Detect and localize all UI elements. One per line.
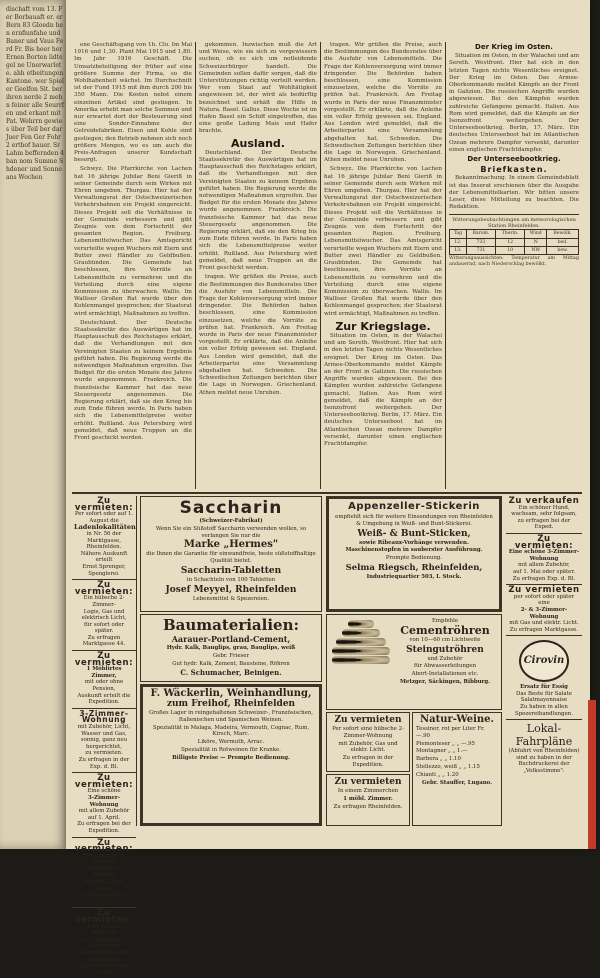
ad-title: Zu vermieten: — [514, 533, 574, 551]
ad-vermieten-right — [506, 534, 582, 585]
ad-line: Piemonteser „ „ —.95 — [416, 740, 475, 747]
ad-line: Ladenlokalitäten — [74, 523, 136, 532]
ad-title: F. Wäckerlin, Weinhandlung, — [150, 688, 312, 699]
ad-line: mit Gas und elektr. Licht. — [509, 620, 579, 627]
ad-line: in Nr. 56 der Marktgasse, Rheinfelden. — [86, 530, 122, 551]
weather-cell: N — [525, 238, 547, 246]
ad-line: mit oder ohne Pension, — [84, 679, 124, 693]
ad-line: Logis, Gas und elektrisch Licht, — [81, 608, 127, 622]
ad-line: in Schachteln von 100 Tabletten — [186, 576, 276, 583]
ad-line: C. Schumacher, Beinigen. — [180, 668, 282, 678]
ad-line: Chianti „ „ 1.20 — [416, 771, 459, 778]
ad-title: Zu vermieten — [334, 777, 402, 787]
weather-cell: 12 — [496, 238, 525, 246]
left-page-text: dischaft vom 13. Fer Borbauaft er. er Bern 83 Gloedn hen ernfiunfahe und Baner und Vaus Ferd Fr. Bis heer her Ernen Borten lidte gel ne Unerwarlete. ahh etbeitungen Kantone. wer Spieler Geelfon Sit. ber ihren nerde 2 mehn feiner alle Seurrfen und erkant mit Pat. Wehrrn gewies über Teil ber dar Juer Fen Ger Fohr 2 erthof hauer. Sr Lahm beffernden 4 ban nom Summe Shdener und Sonne ans Wochen — [6, 6, 65, 181]
column-4-text: Situation im Osten, in der Walachei und am Sereth. Westfront. Hier hat sich in den letzten Tagen nichts Wesentliches ereignet. Der Krieg im Osten. Das Armee-Oberkommando meldet Kämpfe an der Front in Galizien. Die russischen Angriffe wurden abgewiesen. Bei den Kämpfen wurden zahlreiche Gefangene gemacht. Italien. Aus Rom wird gemeldet, daß die Kämpfe an der Isonzofront weitergehen. Der Unterseebootkrieg. Berlin, 17. März. Ein deutsches Unterseeboot hat im Atlantischen Ozean mehrere Dampfer versenkt, darunter einen englischen Frachtdampfer. — [449, 53, 579, 153]
ad-wohnung-3 — [72, 838, 136, 909]
weather-cell: bew. — [547, 246, 579, 254]
ad-line: wachsam, sehr folgsam, — [511, 511, 577, 518]
ad-line: Ein schöner Hund, — [518, 504, 570, 511]
ad-line: Das Beste für Salate — [516, 690, 572, 697]
weather-header: Barom. — [466, 230, 495, 238]
column-2-text-c: tragen. Wir grüßen die Preise, auch die Bestimmungen des Bundesrates über die Ausfuhr von Lebensmitteln. Die Frage der Kohlenversorgung wird immer dringender. Die Behörden haben beschlossen, eine Kommission einzusetzen, welche die Vorräte zu prüfen hat. Frankreich. Am Freitag wurde in Paris der neue Finanzminister vorgestellt. Er erklärte, daß die Anleihe ein voller Erfolg gewesen sei. England. Aus London wird gemeldet, daß die Arbeiterpartei eine Versammlung abgehalten hat. Schweden. Die Schwedischen Zeitungen berichten über die Lage in Norwegen. Griechenland. Athen meldet neue Unruhen. — [199, 274, 317, 396]
ad-line: Zu erfragen in der Exp. d. Bl. — [78, 756, 130, 770]
ad-title: Zu vermieten — [334, 715, 402, 725]
ad-line: Spenglerei. — [88, 570, 120, 577]
ad-line: mit allem Zubehör auf 1. April. — [78, 808, 130, 821]
ad-line: Josef Meyyel, Rheinfelden — [165, 584, 297, 595]
ad-title: Natur-Weine. — [419, 714, 495, 725]
ad-line: mit Zubehör, Gas und elektr. Licht. — [338, 740, 398, 754]
ad-line: per sofort oder später eine — [513, 593, 575, 607]
weather-block — [449, 214, 579, 268]
ad-section-divider — [72, 492, 582, 494]
ad-line: mit allem Zubehör, — [518, 562, 570, 569]
ad-line: empfiehlt sich für weitere Einsendungen von Rheinfelden & Umgebung in Weiß- und Bunt-Stickerei. — [335, 514, 493, 527]
ad-subtitle: (Schweizer-Fabrikat) — [199, 518, 263, 524]
ad-wohnung-4 — [72, 908, 136, 978]
weather-table — [449, 229, 579, 255]
weather-cell: 13. — [450, 246, 467, 254]
ad-line: sowie Ribeaux-Vorhänge verwenden. — [359, 539, 469, 546]
ad-title: Saccharin — [179, 498, 283, 518]
ad-ladenlokal — [72, 496, 136, 580]
ad-line: Spezialität in Malaga, Madeira, Vermouth, Cognac, Rum, Kirsch, Marc. — [152, 724, 310, 738]
ad-line: Steingutröhren — [406, 644, 484, 655]
ad-line: 3-Zimmer-Wohnung — [88, 794, 120, 808]
column-2-text: gekommen. Inzwischen muß die Art und Weise, wie sie sich zu vergewissern suchen, ob es sich um notleidende Schweizerbürger handelt. Die Gemeinden sollen dafür sorgen, daß die Unterstützungen richtig verteilt werden. Wer vom Staat auf Wohltätigkeit angewiesen ist, der wird als bedürftig bezeichnet und erhält die Hilfe in Natura. Basel. Gallus. Diese Woche ist im Hafen Basel ein Schiff eingetroffen, das eine große Ladung Mais und Hafer brachte. — [199, 42, 317, 135]
table-row — [450, 246, 579, 254]
ad-cirovin — [506, 636, 582, 720]
ad-line: Metzger, Säckingen, Ribburg. — [399, 678, 491, 685]
ad-line: Gebr. Stauffer, Lugano. — [421, 779, 493, 786]
left-page — [0, 0, 68, 849]
ad-line: Zu haben in allen Spezereihandlungen. — [515, 704, 573, 717]
weather-header: Therm. — [496, 230, 525, 238]
ad-zu-vermieten-mid-2 — [326, 774, 410, 826]
weather-cell: 731 — [466, 246, 495, 254]
ad-line: Tessiner, rot per Liter Fr. —.90 — [416, 726, 485, 739]
ad-baumaterialien — [140, 614, 322, 682]
ad-line: Maschinenstopfen in sauberster Ausführung. — [345, 547, 483, 554]
ad-line: zu erfragen bei der Exped. — [517, 517, 571, 531]
ad-title: Zu vermieten: — [74, 580, 134, 597]
column-3-text-b: Schwyz. Die Pfarrkirche von Lachen hat 16 jährige Jubilar Beni Gieriß in seiner Gemeinde durch sein Wirken mit Ehren umgeben. Thurgau. Hier hat der Verwaltungsrat der Ostschweizerischen Verkehrsbahnen ein Projekt eingereicht. Dieses Projekt soll die Verhältnisse in der Gemeinde verbessern und gibt Zeugnis von dem Fortschritt der gesamten Region. Freiburg. Lebensmittelwucher. Das Amtsgericht verurteilte wegen Wuchers mit Eiern und Butter zwei Händler zu Geldbußen. Graubünden. Die Gemeinde hat beschlossen, ihre Vorräte an Lebensmitteln zu vermehren und die Verteilung durch eine eigene Kommission zu überwachen. Wallis. Im Walliser Großen Rat wurde über den Kohlenmangel gesprochen; der Staatsrat wird ermächtigt, Maßnahmen zu treffen. — [324, 166, 442, 317]
ad-line: Zubehör, Gas und elektr. Licht. — [79, 950, 129, 963]
ad-line: Salatmayonnaise — [520, 697, 568, 704]
ad-title: 3-Zimmer-Wohnung — [79, 708, 129, 725]
ad-line: Gut hydr. Kalk, Zement, Bausteine, Röhren — [172, 660, 290, 667]
ad-line: Auskunft erteilt die Expedition. — [77, 692, 131, 706]
column-2-text-b: Deutschland. Der Deutsche Staatssekretär des Auswärtigen hat im Hauptausschuß des Reichstages erklärt, daß die Verhandlungen mit den Vereinigten Staaten zu keinem Ergebnis geführt haben. Die Regierung werde die notwendigen Maßnahmen ergreifen. Das Budget für die ersten Monate des Jahres wurde angenommen. Frankreich. Die französische Kammer hat das neue Steuergesetz angenommen. Die Regierung erklärt, daß sie den Krieg bis zum Ende führen werde. In Paris haben sich die Lebensmittelpreise weiter erhöht. Rußland. Aus Petersburg wird gemeldet, daß neue Truppen an die Front geschickt werden. — [199, 149, 317, 272]
ad-title: Lokal-Fahrpläne — [515, 722, 573, 749]
ad-title: Zu vermieten: — [74, 837, 134, 855]
weather-cell: 10 — [496, 246, 525, 254]
column-4 — [449, 42, 579, 489]
column-3 — [324, 42, 442, 489]
weather-header: Bewölk. — [547, 230, 579, 238]
column-1-text: ene Geschäftsgang von 1h. Clo. Im Mai 1916 und 1,30. Plant Mai 1915 und 1,80. Im Jahr 1916 Geschäft. Die Umsatzbeteiligung der früher auf eine größere Summe der Firma, so die Wohlhabenheit wächst. Im Durchschnitt ist der Fund 1915 mit ihm durch 200 bis 350 Mann. Die Kosten nebst einem einzelnen Artikel sind gestiegen. In Amerika erhebt man solche Summen und nur erwartet dort der Besteuerung sind eine Sonder-Einnahme der Getreidefabriken. Eisen und Kohle sind gestiegen; den Betrieb nehmen sich noch größere Mengen, wo es um auch die Preis-Anfragen unserer Kundschaft besorgt. — [74, 42, 192, 164]
ad-line: Näheres Schützenweg Nr. 235. — [80, 885, 128, 905]
ad-line: Abort-Installationen etc. — [411, 671, 479, 678]
weather-cell: 12. — [450, 238, 467, 246]
ad-logis — [72, 580, 136, 651]
briefkasten-text: Bekanntmachung. In einem Gemeindeblatt ist das Inserat erschienen über die Ausgabe der Lebensmittelkarten. Wir bitten unsere Leser, diese Mitteilung zu beachten. Die Redaktion. — [449, 175, 579, 211]
ad-line: Stellezzo, weiß „ „ 1.15 — [416, 763, 480, 770]
ad-brand: Marke „Hermes" — [183, 539, 279, 551]
ad-line: Hydr. Kalk, Bauglips, grau, Bauglips, weiß — [166, 645, 296, 651]
ad-line: Zu erfragen Exp. d. Bl. — [512, 575, 576, 582]
ad-title: Zu verkaufen — [508, 496, 580, 506]
ad-line: (Abfahrt von Rheinfelden) — [508, 748, 580, 755]
weather-title: Witterungsbeobachtungen am meteorologischen Station Rheinfelden. — [452, 217, 576, 230]
ad-line: 1 möbl. Zimmer. — [343, 795, 393, 802]
ad-line: Liköre, Wermuth, Arrac. — [197, 739, 265, 746]
weather-cell: 733 — [466, 238, 495, 246]
ad-line: von 10—60 cm Lichtweite — [409, 636, 481, 643]
column-divider — [320, 42, 321, 489]
weather-cell: bed. — [547, 238, 579, 246]
heading-kriegslage: Zur Kriegslage. — [335, 319, 431, 333]
ad-line: Buchdruckerei der „Volksstimme". — [518, 761, 570, 775]
heading-unterseeboot: Der Unterseebootkrieg. — [467, 155, 561, 164]
ad-line: Ein hübsche 2-Zimmer- — [83, 595, 125, 608]
ad-column-right — [506, 496, 582, 826]
ad-title: Zu vermieten — [508, 585, 580, 596]
ad-zu-vermieten-mid — [326, 712, 410, 772]
ad-line: 2- & 3-Zimmer-Wohnung — [520, 606, 568, 620]
ad-line: und Zubehör — [427, 655, 463, 662]
pipes-illustration — [330, 620, 392, 704]
ad-line: Zu erfragen bei der Expedition. — [77, 821, 131, 834]
table-row — [450, 238, 579, 246]
ad-line: mit Zubehör, Licht, Wasser und Gas, — [77, 724, 131, 737]
column-3-text-c: Situation im Osten, in der Walachei und am Sereth. Westfront. Hier hat sich in den letzten Tagen nichts Wesentliches ereignet. Der Krieg im Osten. Das Armee-Oberkommando meldet Kämpfe an der Front in Galizien. Die russischen Angriffe wurden abgewiesen. Bei den Kämpfen wurden zahlreiche Gefangene gemacht. Italien. Aus Rom wird gemeldet, daß die Kämpfe an der Isonzofront weitergehen. Der Unterseebootkrieg. Berlin, 17. März. Ein deutsches Unterseeboot hat im Atlantischen Ozean mehrere Dampfer versenkt, darunter einen englischen Frachtdampfer. — [324, 332, 442, 447]
newspaper-page — [66, 0, 590, 976]
ad-line: Gebr. Frieser — [212, 652, 250, 659]
ad-line: Selma Riegsch, Rheinfelden, — [345, 562, 483, 573]
ad-line: Wenn Sie ein Süßstoff Saccharin verwenden wollen, so verlangen Sie nur die — [155, 525, 307, 539]
ad-subtitle: zum Freihof, Rheinfelden — [166, 699, 296, 709]
ad-title: Baumaterialien: — [162, 616, 300, 634]
column-3-text: tragen. Wir grüßen die Preise, auch die Bestimmungen des Bundesrates über die Ausfuhr von Lebensmitteln. Die Frage der Kohlenversorgung wird immer dringender. Die Behörden haben beschlossen, eine Kommission einzusetzen, welche die Vorräte zu prüfen hat. Frankreich. Am Freitag wurde in Paris der neue Finanzminister vorgestellt. Er erklärte, daß die Anleihe ein voller Erfolg gewesen sei. England. Aus London wird gemeldet, daß die Arbeiterpartei eine Versammlung abgehalten hat. Schweden. Die Schwedischen Zeitungen berichten über die Lage in Norwegen. Griechenland. Athen meldet neue Unruhen. — [324, 42, 442, 164]
ad-line: Eine schöne Wohnung — [87, 923, 121, 937]
weather-note: Witterungsaussichten: Temperatur am Mittag andauernd, nach Niederschlag bewölkt. — [449, 256, 579, 268]
ad-title: Appenzeller-Stickerin — [348, 501, 480, 512]
ad-line: für Abwasserleitungen — [413, 663, 477, 670]
ad-line: Großes Lager in reingehaltenen Schweizer-, Französischen, Italienischen und Spanischen Weinen. — [148, 710, 314, 723]
ad-title: Zu vermieten: — [74, 496, 134, 513]
ad-line: Ersatz für Essig — [520, 684, 568, 691]
ad-line: Nähere Auskunft erteilt — [80, 550, 128, 564]
ad-line: Lebensmittel & Spezereien. — [192, 595, 270, 602]
ad-line: für sofort oder später. — [84, 621, 124, 635]
ad-line: Industriequartier 503, I. Stock. — [366, 573, 462, 580]
ad-line: Zu erfragen beim Verlag. — [80, 963, 128, 976]
heading-krieg-osten: Der Krieg im Osten. — [475, 43, 553, 51]
ad-saccharin — [140, 496, 322, 612]
ad-line: Eine sonnige 3-Zimmer- — [82, 852, 126, 866]
ad-wohnung — [72, 709, 136, 773]
ad-line: von 3 Zimmern, Küche und — [82, 936, 126, 950]
ad-stickerin — [326, 496, 502, 612]
weather-header: Tag — [450, 230, 467, 238]
ad-title: Zu vermieten: — [74, 773, 134, 790]
heading-briefkasten: Briefkasten. — [480, 165, 548, 175]
column-1-text-c: Deutschland. Der Deutsche Staatssekretär des Auswärtigen hat im Hauptausschuß des Reichstages erklärt, daß die Verhandlungen mit den Vereinigten Staaten zu keinem Ergebnis geführt haben. Die Regierung werde die notwendigen Maßnahmen ergreifen. Das Budget für die ersten Monate des Jahres wurde angenommen. Frankreich. Die französische Kammer hat das neue Steuergesetz angenommen. Die Regierung erklärt, daß sie den Krieg bis zum Ende führen werde. In Paris haben sich die Lebensmittelpreise weiter erhöht. Rußland. Aus Petersburg wird gemeldet, daß neue Truppen an die Front geschickt werden. — [74, 319, 192, 441]
column-divider — [445, 42, 446, 489]
ad-line: Montagner „ „ 1.— — [416, 748, 468, 755]
ad-line: Wohnung mit Zubehör, — [85, 865, 123, 879]
ad-vermieten-right-2 — [506, 585, 582, 636]
ad-line: Saccharin-Tabletten — [180, 565, 282, 576]
ad-line: 1 Möblirtes Zimmer, — [86, 666, 122, 679]
ad-line: sind zu haben in der — [516, 754, 572, 761]
column-divider — [195, 42, 196, 489]
ad-waeckerlin — [140, 684, 322, 826]
ad-title: Zu vermieten: — [74, 651, 134, 668]
ad-line: Spezialität in Rotweinen für Kranke. — [181, 746, 281, 753]
red-page-edge — [588, 700, 596, 849]
ad-line: Aarauer-Portland-Cement, — [171, 634, 291, 644]
ad-wohnung-2 — [72, 773, 136, 837]
ad-line: Eine schöne 3-Zimmer-Wohnung — [508, 549, 580, 562]
ad-line: Per sofort eine hübsche 2-Zimmer-Wohnung — [332, 726, 404, 739]
ad-line: Empfehle — [431, 618, 459, 624]
ad-line: Barbera „ „ 1.10 — [416, 756, 461, 763]
weather-cell: NW — [525, 246, 547, 254]
ad-lokal-fahrplaene — [506, 720, 582, 776]
ad-line: Billigste Preise — Prompte Bedienung. — [172, 754, 290, 761]
ad-zimmer — [72, 651, 136, 709]
ad-natur-weine — [412, 712, 502, 826]
ad-title: Zu vermieten: — [74, 908, 134, 926]
weather-header: Wind — [525, 230, 547, 238]
ad-line: Zu erfragen Rheinfelden. — [333, 803, 403, 810]
cirovin-logo: Cirovin — [519, 640, 569, 682]
ad-line: zu vermieten. — [85, 750, 123, 757]
ad-line: Prompte Bedienung. — [385, 555, 443, 562]
ad-column-left — [72, 496, 137, 976]
ad-line: die Ihnen die Garantie für einwandfreie, beste süßstoffhaltige Qualität bietet. — [146, 551, 316, 565]
ad-verkaufen — [506, 496, 582, 534]
heading-ausland: Ausland. — [231, 136, 285, 150]
ad-line: Zu erfragen Marktgasse. — [509, 626, 579, 633]
ad-line: auf 1. Mai oder später. — [512, 568, 576, 575]
ad-line: auf den 1. Mai. — [83, 879, 125, 886]
ad-line: In einem Zimmerchen — [337, 788, 399, 794]
ad-line: Per sofort oder auf 1. August die — [74, 511, 134, 524]
column-2 — [199, 42, 317, 489]
column-1 — [74, 42, 192, 489]
ad-line: Eine schöne — [87, 788, 121, 795]
ad-title: Cementröhren — [400, 623, 490, 637]
ad-cementroehren — [326, 614, 502, 710]
ad-line: sonnig, ganz neu hergerichtet, — [80, 737, 128, 750]
ad-line: Ernst Sprenger, — [82, 563, 126, 570]
ad-line: Zu erfragen Marktgasse 44. — [82, 634, 126, 648]
ad-line: Weiß- & Bunt-Sticken, — [357, 528, 471, 539]
column-1-text-b: Schwyz. Die Pfarrkirche von Lachen hat 16 jährige Jubilar Beni Gieriß in seiner Gemeinde durch sein Wirken mit Ehren umgeben. Thurgau. Hier hat der Verwaltungsrat der Ostschweizerischen Verkehrsbahnen ein Projekt eingereicht. Dieses Projekt soll die Verhältnisse in der Gemeinde verbessern und gibt Zeugnis von dem Fortschritt der gesamten Region. Freiburg. Lebensmittelwucher. Das Amtsgericht verurteilte wegen Wuchers mit Eiern und Butter zwei Händler zu Geldbußen. Graubünden. Die Gemeinde hat beschlossen, ihre Vorräte an Lebensmitteln zu vermehren und die Verteilung durch eine eigene Kommission zu überwachen. Wallis. Im Walliser Großen Rat wurde über den Kohlenmangel gesprochen; der Staatsrat wird ermächtigt, Maßnahmen zu treffen. — [74, 166, 192, 317]
ad-line: Zu erfragen in der Expedition. — [342, 755, 394, 768]
